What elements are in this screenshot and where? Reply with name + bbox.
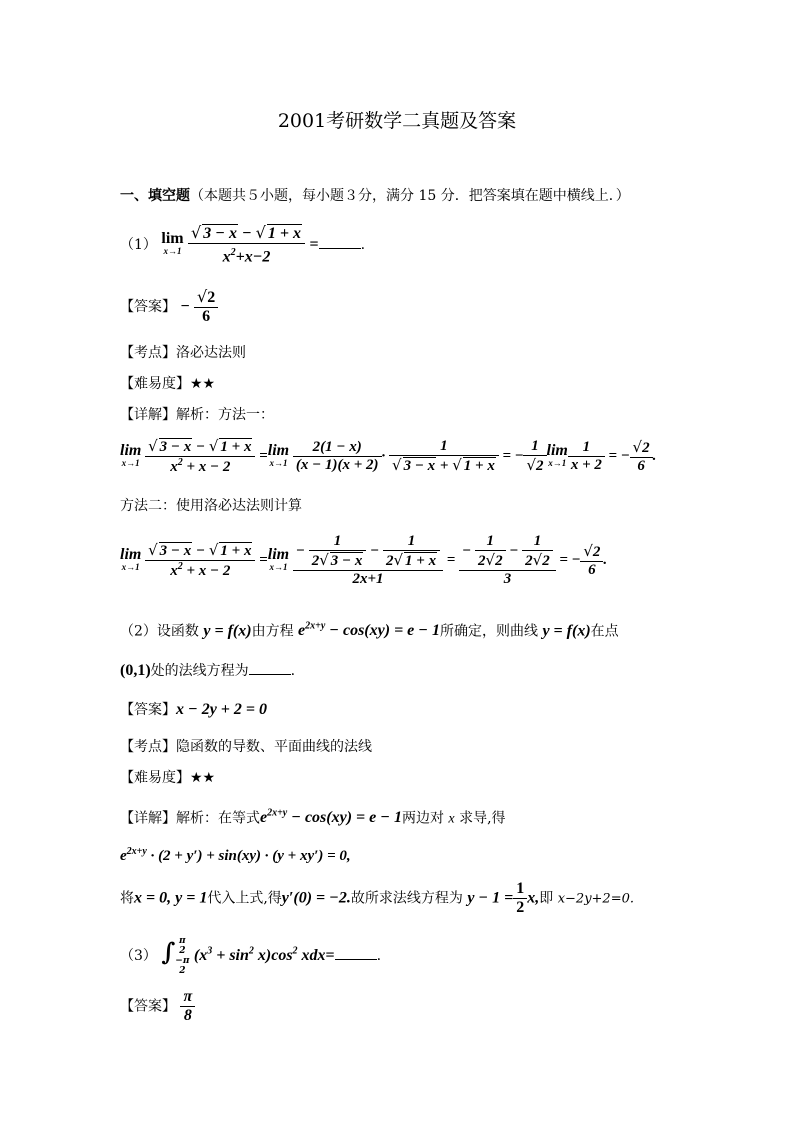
q1-answer: 【答案】 − $\frac{√2}{6}$ bbox=[120, 288, 218, 326]
point-tag: 【考点】 bbox=[120, 345, 176, 361]
section-label: 一、填空题 bbox=[120, 188, 190, 204]
detail-tag: 【详解】 bbox=[120, 407, 176, 423]
answer-tag: 【答案】 bbox=[120, 702, 176, 718]
q1-detail-intro: 解析：方法一： bbox=[176, 407, 274, 423]
q2-detail: 【详解】解析：在等式$e^{2x+y} - \cos(xy) = e - 1$两边对 x 求导,得 bbox=[120, 808, 506, 827]
q2-text-a: 设函数 bbox=[156, 623, 199, 640]
section-heading bbox=[120, 187, 630, 205]
q3-blank bbox=[335, 945, 377, 960]
q2-sub-e: x−2y+2=0. bbox=[557, 891, 635, 907]
q2-question-line1: （2）设函数 y = f(x)由方程 $e^{2x+y} - \cos(xy) = e - 1$所确定，则曲线 y = f(x)在点 bbox=[120, 621, 619, 640]
q2-text-c: 所确定，则曲线 bbox=[439, 623, 538, 640]
q2-detail-b: 两边对 bbox=[401, 810, 444, 827]
q1-point bbox=[120, 344, 246, 362]
q2-sub-b: 代入上式,得 bbox=[207, 890, 282, 907]
q1-blank bbox=[319, 234, 361, 249]
q1-question: （1） lim x→1 $\frac{√ 3 - x - √ 1 + x}{x^2+x-2}$ = . bbox=[120, 223, 366, 266]
q1-stars: ★★ bbox=[190, 376, 216, 392]
q2-blank bbox=[249, 660, 291, 675]
page-title: 2001考研数学二真题及答案 bbox=[277, 110, 517, 132]
q2-derivative-equation: $e^{2x+y} \cdot (2 + y') + \sin(xy) \cdot (y + xy') = 0$, bbox=[120, 846, 351, 864]
q1-lim: lim x→1 bbox=[161, 230, 184, 257]
q2-stars: ★★ bbox=[190, 770, 216, 786]
q2-point-text: 隐函数的导数、平面曲线的法线 bbox=[176, 739, 372, 755]
difficulty-tag: 【难易度】 bbox=[120, 376, 190, 392]
q2-sub-a: 将 bbox=[120, 890, 134, 907]
q1-fraction: $\frac{√ 3 - x - √ 1 + x}{x^2+x-2}$ bbox=[188, 224, 305, 266]
q3-question: （3） ∫ π 2 −π 2 $(x^3 + \sin^2 x)\cos^2$ xdx= . bbox=[120, 936, 382, 976]
q2-text-b: 由方程 bbox=[251, 623, 294, 640]
answer-tag: 【答案】 bbox=[120, 299, 176, 315]
q2-question-line2: (0,1)处的法线方程为 . bbox=[120, 662, 296, 679]
q1-method2: 方法二：使用洛必达法则计算 bbox=[120, 498, 302, 514]
point-tag: 【考点】 bbox=[120, 739, 176, 755]
q1-number: （1） bbox=[120, 237, 157, 254]
q2-text-e: 处的法线方程为 bbox=[150, 663, 249, 679]
q3-answer-value: $\frac{\pi}{8}$ bbox=[180, 988, 195, 1025]
q2-answer: 【答案】x − 2y + 2 = 0 bbox=[120, 701, 268, 718]
section-note: （本题共５小题，每小题３分，满分 15 分．把答案填在题中横线上．） bbox=[190, 188, 630, 204]
q2-sub-d: 即 bbox=[539, 890, 554, 907]
q2-text-d: 在点 bbox=[590, 623, 619, 640]
q2-detail-c: 求导,得 bbox=[459, 810, 506, 827]
detail-tag: 【详解】 bbox=[120, 810, 176, 827]
q3-answer bbox=[120, 988, 195, 1025]
q3-number: （3） bbox=[120, 948, 157, 964]
q1-detail bbox=[120, 406, 274, 424]
q1-method2-equation: lim x→1 $\frac{√ 3 - x - √ 1 + x}{x^2 + x - 2}$ = lim x→1 − $\frac{1}{2√ 3 - x}$ − $\frac{1}{2√ 1 + x}$ 2x+1 = − $\frac{1}{2√2}$ − $\frac{1}{2√2}$ 3 = − $\frac{√2}{6}$ . bbox=[120, 533, 608, 587]
difficulty-tag: 【难易度】 bbox=[120, 770, 190, 786]
q2-point bbox=[120, 738, 372, 756]
q1-answer-value: $\frac{√2}{6}$ bbox=[194, 288, 218, 326]
q2-difficulty bbox=[120, 769, 215, 787]
q2-sub-c: 故所求法线方程为 bbox=[350, 890, 463, 907]
q1-difficulty bbox=[120, 375, 215, 393]
q1-point-text: 洛必达法则 bbox=[176, 345, 246, 361]
q2-detail-a: 解析：在等式 bbox=[176, 810, 260, 827]
q2-number: （2） bbox=[120, 623, 157, 640]
integral-icon: ∫ bbox=[161, 937, 176, 966]
q2-substitution: 将x = 0, y = 1代入上式,得y′(0) = −2.故所求法线方程为 y − 1 = $\frac{1}{2}$ x,即 x−2y+2=0. bbox=[120, 880, 635, 916]
answer-tag: 【答案】 bbox=[120, 998, 176, 1015]
q1-method1-equation: lim x→1 $\frac{√ 3 - x - √ 1 + x}{x^2 + x - 2}$ = lim x→1 $\frac{2(1 - x)}{(x - 1)(x + 2)}$ · $\frac{1}{√ 3 - x + √ 1 + x}$ = − $\frac{1}{√2}$ lim x→1 $\frac{1}{x + 2}$ = − $\frac{√2}{6}$ . bbox=[120, 437, 657, 475]
